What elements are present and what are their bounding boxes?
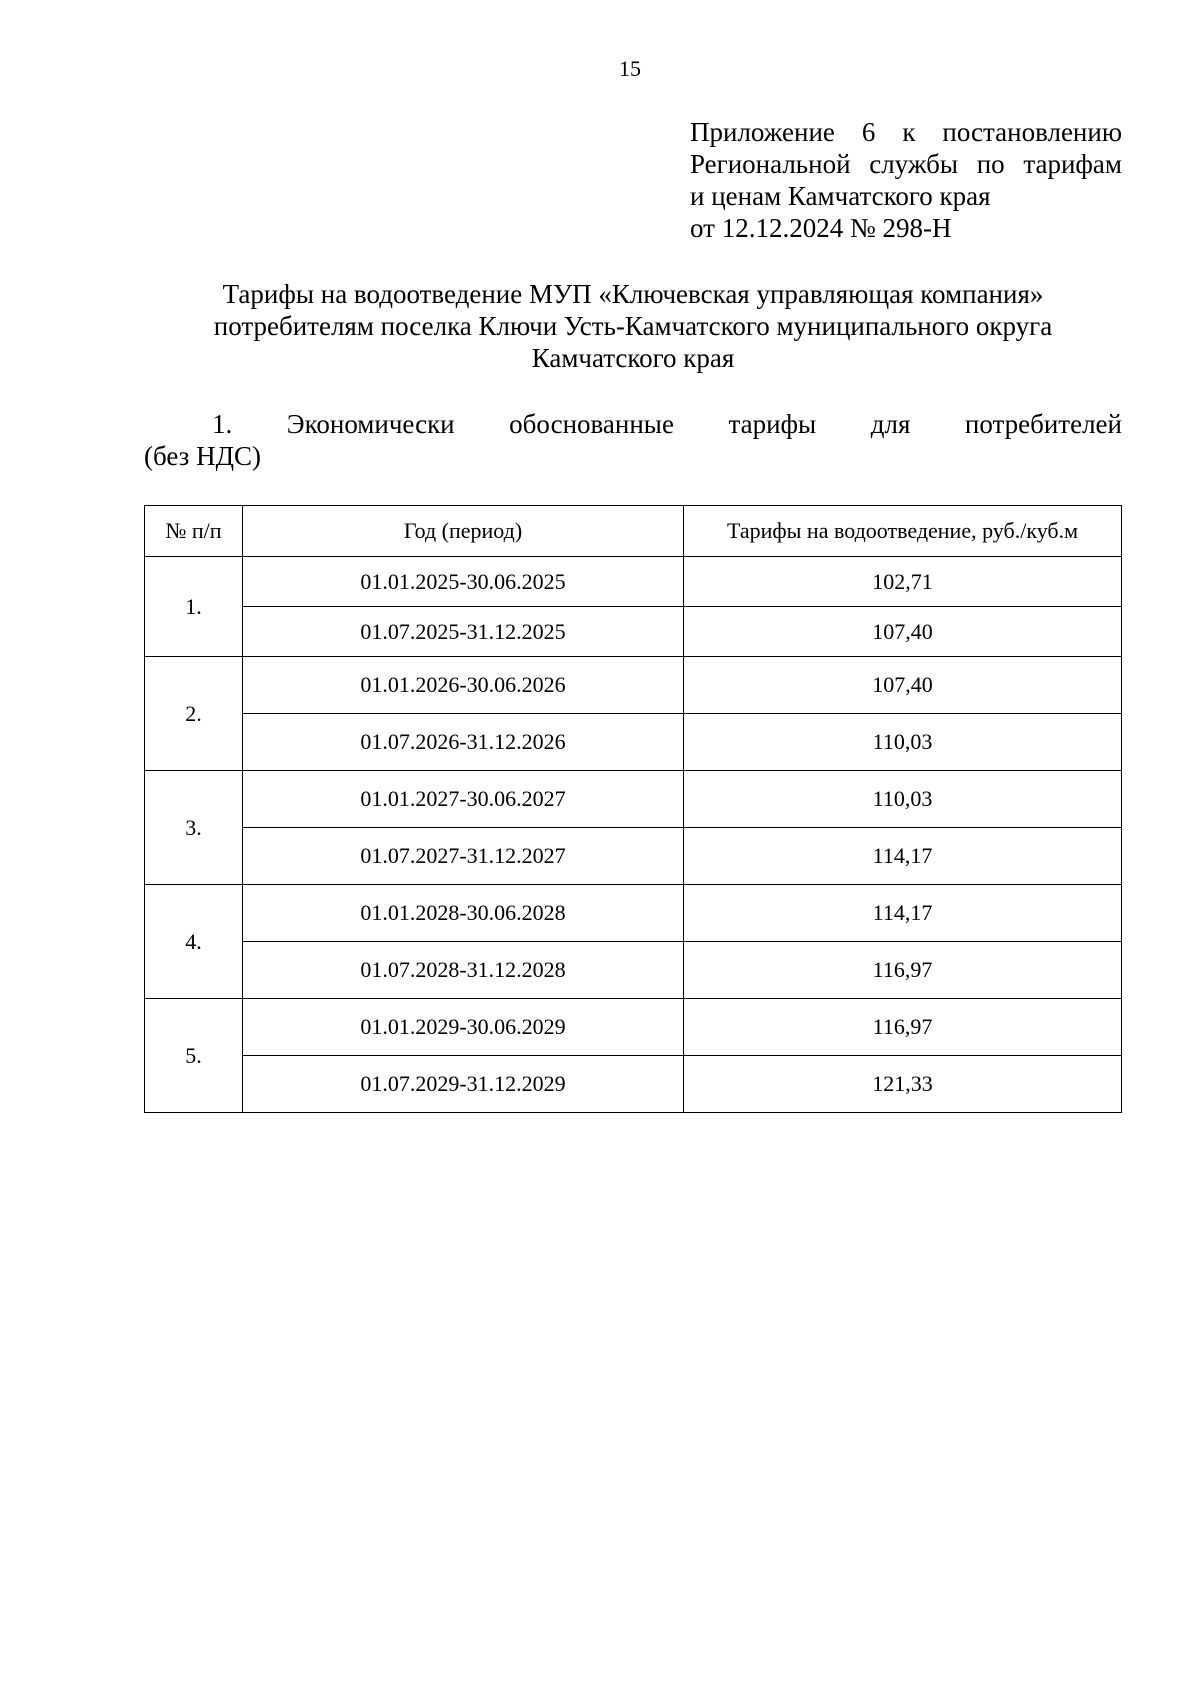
tariff-cell: 116,97 [684,999,1122,1056]
row-number: 4. [145,885,243,999]
tariff-cell: 102,71 [684,557,1122,607]
period-cell: 01.07.2028-31.12.2028 [243,942,684,999]
table-header-row [145,506,1122,557]
period-cell: 01.01.2025-30.06.2025 [243,557,684,607]
period-cell: 01.07.2027-31.12.2027 [243,828,684,885]
table-row [145,942,1122,999]
appendix-reference [690,116,1122,244]
period-cell: 01.01.2028-30.06.2028 [243,885,684,942]
tariff-cell: 121,33 [684,1056,1122,1113]
table-row [145,771,1122,828]
tariff-cell: 107,40 [684,657,1122,714]
row-number: 3. [145,771,243,885]
tariff-cell: 114,17 [684,885,1122,942]
title-line: Камчатского края [531,343,735,373]
header-period: Год (период) [243,506,684,557]
appendix-line: от 12.12.2024 № 298-Н [690,213,952,243]
tariffs-table [144,505,1122,1113]
appendix-line: и ценам Камчатского края [690,181,991,211]
table-row [145,999,1122,1056]
table-row [145,714,1122,771]
period-cell: 01.07.2025-31.12.2025 [243,607,684,657]
tariff-cell: 114,17 [684,828,1122,885]
table-row [145,828,1122,885]
appendix-line: Региональной службы по тарифам [690,149,1122,179]
table-row [145,607,1122,657]
tariff-cell: 110,03 [684,771,1122,828]
table-row [145,1056,1122,1113]
period-cell: 01.01.2026-30.06.2026 [243,657,684,714]
section-heading [144,408,1122,472]
tariff-cell: 116,97 [684,942,1122,999]
title-line: потребителям поселка Ключи Усть-Камчатского муниципального округа [213,311,1053,341]
section-heading-line: (без НДС) [144,441,262,471]
row-number: 2. [145,657,243,771]
appendix-line: Приложение 6 к постановлению [690,117,1122,147]
table-row [145,557,1122,607]
tariff-cell: 107,40 [684,607,1122,657]
period-cell: 01.07.2029-31.12.2029 [243,1056,684,1113]
document-title [144,278,1122,374]
header-number: № п/п [145,506,243,557]
table-row [145,885,1122,942]
period-cell: 01.07.2026-31.12.2026 [243,714,684,771]
page-number: 15 [619,56,641,81]
period-cell: 01.01.2029-30.06.2029 [243,999,684,1056]
header-tariff: Тарифы на водоотведение, руб./куб.м [684,506,1122,557]
row-number: 5. [145,999,243,1113]
table-row [145,657,1122,714]
tariff-cell: 110,03 [684,714,1122,771]
period-cell: 01.01.2027-30.06.2027 [243,771,684,828]
row-number: 1. [145,557,243,657]
section-heading-line: 1. Экономически обоснованные тарифы для потребителей [212,409,1122,439]
title-line: Тарифы на водоотведение МУП «Ключевская управляющая компания» [222,279,1044,309]
